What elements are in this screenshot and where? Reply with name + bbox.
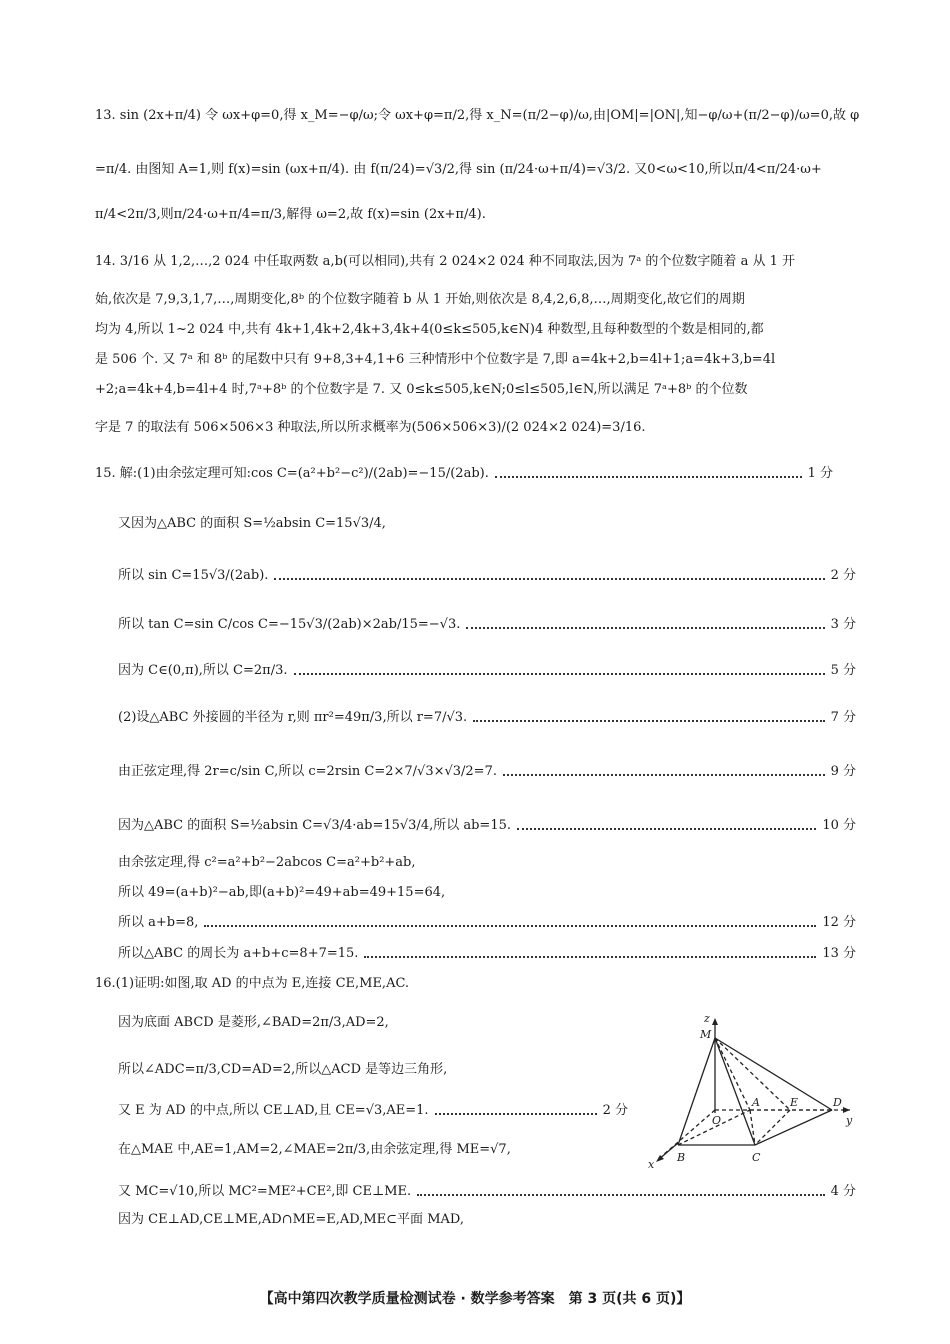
q15-step-8-text: 因为△ABC 的面积 S=½absin C=√3/4·ab=15√3/4,所以 ab=15. <box>118 818 511 833</box>
leader-dots <box>435 1113 597 1115</box>
q15-step-7 <box>118 762 856 782</box>
label-z: z <box>704 1012 710 1025</box>
pyramid-figure <box>640 1008 870 1173</box>
q16-step-6-text: 又 MC=√10,所以 MC²=ME²+CE²,即 CE⊥ME. <box>118 1184 412 1199</box>
q15-step-5 <box>118 661 856 681</box>
q16-step-6 <box>118 1182 856 1202</box>
leader-dots <box>503 774 825 776</box>
q15-step-1-text: 15. 解:(1)由余弦定理可知:cos C=(a²+b²−c²)/(2ab)=−15/(2ab). <box>95 466 489 481</box>
q15-step-4-points: 3 分 <box>830 617 856 632</box>
q15-step-6-text: (2)设△ABC 外接圆的半径为 r,则 πr²=49π/3,所以 r=7/√3. <box>118 710 468 725</box>
q14-line-6: 字是 7 的取法有 506×506×3 种取法,所以所求概率为(506×506×3)/(2 024×2 024)=3/16. <box>95 420 646 435</box>
leader-dots <box>274 578 824 580</box>
q15-step-3-points: 2 分 <box>830 568 856 583</box>
q16-step-4-text: 又 E 为 AD 的中点,所以 CE⊥AD,且 CE=√3,AE=1. <box>118 1103 429 1118</box>
q14-line-1: 14. 3/16 从 1,2,…,2 024 中任取两数 a,b(可以相同),共有 2 024×2 024 种不同取法,因为 7ᵃ 的个位数字随着 a 从 1 开 <box>95 254 795 269</box>
q15-step-12-text: 所以△ABC 的周长为 a+b+c=8+7=15. <box>118 946 359 961</box>
label-O: O <box>712 1114 722 1127</box>
leader-dots <box>517 828 816 830</box>
q15-step-4-text: 所以 tan C=sin C/cos C=−15√3/(2ab)×2ab/15=−√3. <box>118 617 461 632</box>
q13-line-1: 13. sin (2x+π/4) 令 ωx+φ=0,得 x_M=−φ/ω;令 ωx+φ=π/2,得 x_N=(π/2−φ)/ω,由|OM|=|ON|,知−φ/ω+(π/2−φ)/ω=0,故 φ <box>95 108 860 123</box>
q14-line-4: 是 506 个. 又 7ᵃ 和 8ᵇ 的尾数中只有 9+8,3+4,1+6 三种情形中个位数字是 7,即 a=4k+2,b=4l+1;a=4k+3,b=4l <box>95 352 776 367</box>
leader-dots <box>294 673 825 675</box>
q15-step-11 <box>118 913 856 933</box>
leader-dots <box>466 627 824 629</box>
q16-step-4 <box>118 1101 628 1121</box>
leader-dots <box>473 720 824 722</box>
q15-step-1-points: 1 分 <box>807 466 833 481</box>
q16-line-1: 16.(1)证明:如图,取 AD 的中点为 E,连接 CE,ME,AC. <box>95 976 410 991</box>
q15-step-6 <box>118 708 856 728</box>
q15-step-11-points: 12 分 <box>822 915 856 930</box>
z-arrow-icon <box>712 1018 718 1025</box>
q15-step-7-text: 由正弦定理,得 2r=c/sin C,所以 c=2rsin C=2×7/√3×√3/2=7. <box>118 764 497 779</box>
edge-MC <box>715 1038 755 1145</box>
q15-step-5-points: 5 分 <box>830 663 856 678</box>
page-footer: 【高中第四次教学质量检测试卷 · 数学参考答案 第 3 页(共 6 页)】 <box>259 1291 691 1307</box>
label-E: E <box>790 1096 799 1109</box>
q14-line-3: 均为 4,所以 1~2 024 中,共有 4k+1,4k+2,4k+3,4k+4(0≤k≤505,k∈N)4 种数型,且每种数型的个数是相同的,都 <box>95 322 764 337</box>
q15-step-12 <box>118 944 856 964</box>
q16-line-3: 所以∠ADC=π/3,CD=AD=2,所以△ACD 是等边三角形, <box>118 1062 448 1077</box>
q14-line-5: +2;a=4k+4,b=4l+4 时,7ᵃ+8ᵇ 的个位数字是 7. 又 0≤k≤505,k∈N;0≤l≤505,l∈N,所以满足 7ᵃ+8ᵇ 的个位数 <box>95 382 748 397</box>
label-D: D <box>833 1096 842 1109</box>
q13-line-3: π/4<2π/3,则π/24·ω+π/4=π/3,解得 ω=2,故 f(x)=sin (2x+π/4). <box>95 207 486 222</box>
q15-line-10: 所以 49=(a+b)²−ab,即(a+b)²=49+ab=49+15=64, <box>118 885 446 900</box>
q15-step-5-text: 因为 C∈(0,π),所以 C=2π/3. <box>118 663 288 678</box>
edge-CD <box>755 1110 832 1145</box>
q15-step-1 <box>95 464 833 484</box>
leader-dots <box>495 476 802 478</box>
label-y: y <box>846 1114 853 1127</box>
label-x: x <box>648 1158 655 1171</box>
edge-MB <box>678 1038 715 1145</box>
q15-line-2: 又因为△ABC 的面积 S=½absin C=15√3/4, <box>118 516 386 531</box>
q13-line-2: =π/4. 由图知 A=1,则 f(x)=sin (ωx+π/4). 由 f(π/24)=√3/2,得 sin (π/24·ω+π/4)=√3/2. 又0<ω<10,所以π/4<π/24·ω+ <box>95 162 822 177</box>
q15-step-12-points: 13 分 <box>822 946 856 961</box>
q16-line-5: 在△MAE 中,AE=1,AM=2,∠MAE=2π/3,由余弦定理,得 ME=√7, <box>118 1142 511 1157</box>
q15-step-8-points: 10 分 <box>822 818 856 833</box>
q15-step-3-text: 所以 sin C=15√3/(2ab). <box>118 568 269 583</box>
q16-step-6-points: 4 分 <box>830 1184 856 1199</box>
edge-MD <box>715 1038 832 1110</box>
edge-CE <box>755 1110 790 1145</box>
q15-step-7-points: 9 分 <box>830 764 856 779</box>
q15-step-11-text: 所以 a+b=8, <box>118 915 199 930</box>
q16-step-4-points: 2 分 <box>602 1103 628 1118</box>
label-B: B <box>677 1151 686 1164</box>
q14-line-2: 始,依次是 7,9,3,1,7,…,周期变化,8ᵇ 的个位数字随着 b 从 1 开始,则依次是 8,4,2,6,8,…,周期变化,故它们的周期 <box>95 292 745 307</box>
q16-line-2: 因为底面 ABCD 是菱形,∠BAD=2π/3,AD=2, <box>118 1015 389 1030</box>
q15-step-6-points: 7 分 <box>830 710 856 725</box>
y-arrow-icon <box>843 1107 850 1113</box>
q15-step-8 <box>118 816 856 836</box>
label-A: A <box>752 1096 760 1109</box>
q15-step-3 <box>118 566 856 586</box>
q16-line-7: 因为 CE⊥AD,CE⊥ME,AD∩ME=E,AD,ME⊂平面 MAD, <box>118 1212 464 1227</box>
leader-dots <box>417 1194 824 1196</box>
label-M: M <box>700 1028 712 1041</box>
q15-line-9: 由余弦定理,得 c²=a²+b²−2abcos C=a²+b²+ab, <box>118 855 416 870</box>
leader-dots <box>204 925 816 927</box>
label-C: C <box>752 1151 761 1164</box>
q15-step-4 <box>118 615 856 635</box>
leader-dots <box>364 956 816 958</box>
